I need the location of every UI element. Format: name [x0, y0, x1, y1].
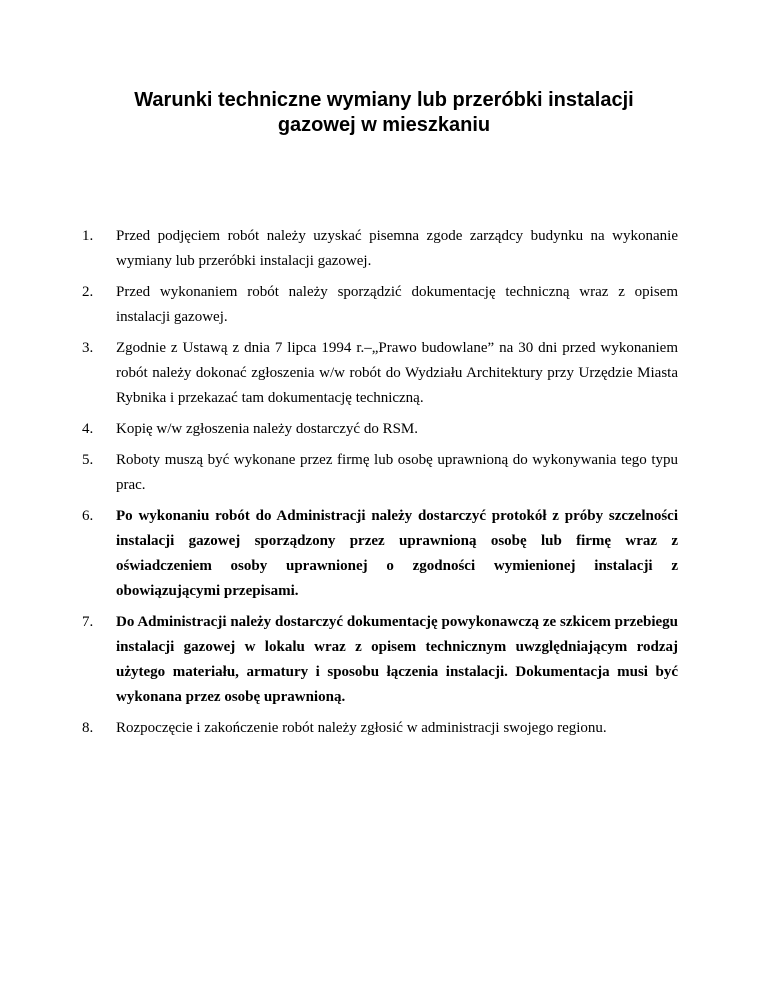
- title-line-2: gazowej w mieszkaniu: [277, 114, 491, 136]
- list-item-3: [82, 336, 678, 411]
- item-number: 2.: [82, 284, 94, 300]
- item-number: 7.: [82, 614, 94, 630]
- item-text: Rozpoczęcie i zakończenie robót należy zgłosić w administracji swojego regionu.: [116, 720, 607, 736]
- item-text: Przed wykonaniem robót należy sporządzić dokumentację techniczną wraz z opisem instalacji gazowej.: [116, 284, 678, 325]
- list-item-4: [82, 417, 678, 442]
- item-text: Przed podjęciem robót należy uzyskać pisemna zgode zarządcy budynku na wykonanie wymiany lub przeróbki instalacji gazowej.: [116, 228, 678, 269]
- item-number: 5.: [82, 452, 94, 468]
- item-number: 6.: [82, 508, 94, 524]
- list-item-8: [82, 716, 678, 741]
- list-item-1: [82, 224, 678, 274]
- item-text: Do Administracji należy dostarczyć dokumentację powykonawczą ze szkicem przebiegu instalacji gazowej w lokalu wraz z opisem technicznym uwzględniającym rodzaj użytego materiału, armatury i sposobu łączenia instalacji. Dokumentacja musi być wykonana przez osobę uprawnioną.: [116, 614, 678, 705]
- item-text: Roboty muszą być wykonane przez firmę lub osobę uprawnioną do wykonywania tego typu prac.: [116, 452, 678, 493]
- list-item-5: [82, 448, 678, 498]
- item-text: Kopię w/w zgłoszenia należy dostarczyć do RSM.: [116, 421, 418, 437]
- list-item-2: [82, 280, 678, 330]
- item-number: 1.: [82, 228, 94, 244]
- requirements-list: [82, 224, 678, 747]
- item-number: 4.: [82, 421, 94, 437]
- list-item-6: [82, 504, 678, 604]
- item-text: Zgodnie z Ustawą z dnia 7 lipca 1994 r.–„Prawo budowlane” na 30 dni przed wykonaniem robót należy dokonać zgłoszenia w/w robót do Wydziału Architektury przy Urzędzie Miasta Rybnika i przekazać tam dokumentację techniczną.: [116, 340, 678, 406]
- item-text: Po wykonaniu robót do Administracji należy dostarczyć protokół z próby szczelności instalacji gazowej sporządzony przez uprawnioną osobę lub firmę wraz z oświadczeniem osoby uprawnionej o zgodności wymienionej instalacji z obowiązującymi przepisami.: [116, 508, 678, 599]
- list-item-7: [82, 610, 678, 710]
- document-title: [60, 88, 708, 138]
- item-number: 3.: [82, 340, 94, 356]
- item-number: 8.: [82, 720, 94, 736]
- title-line-1: Warunki techniczne wymiany lub przeróbki instalacji: [134, 89, 634, 111]
